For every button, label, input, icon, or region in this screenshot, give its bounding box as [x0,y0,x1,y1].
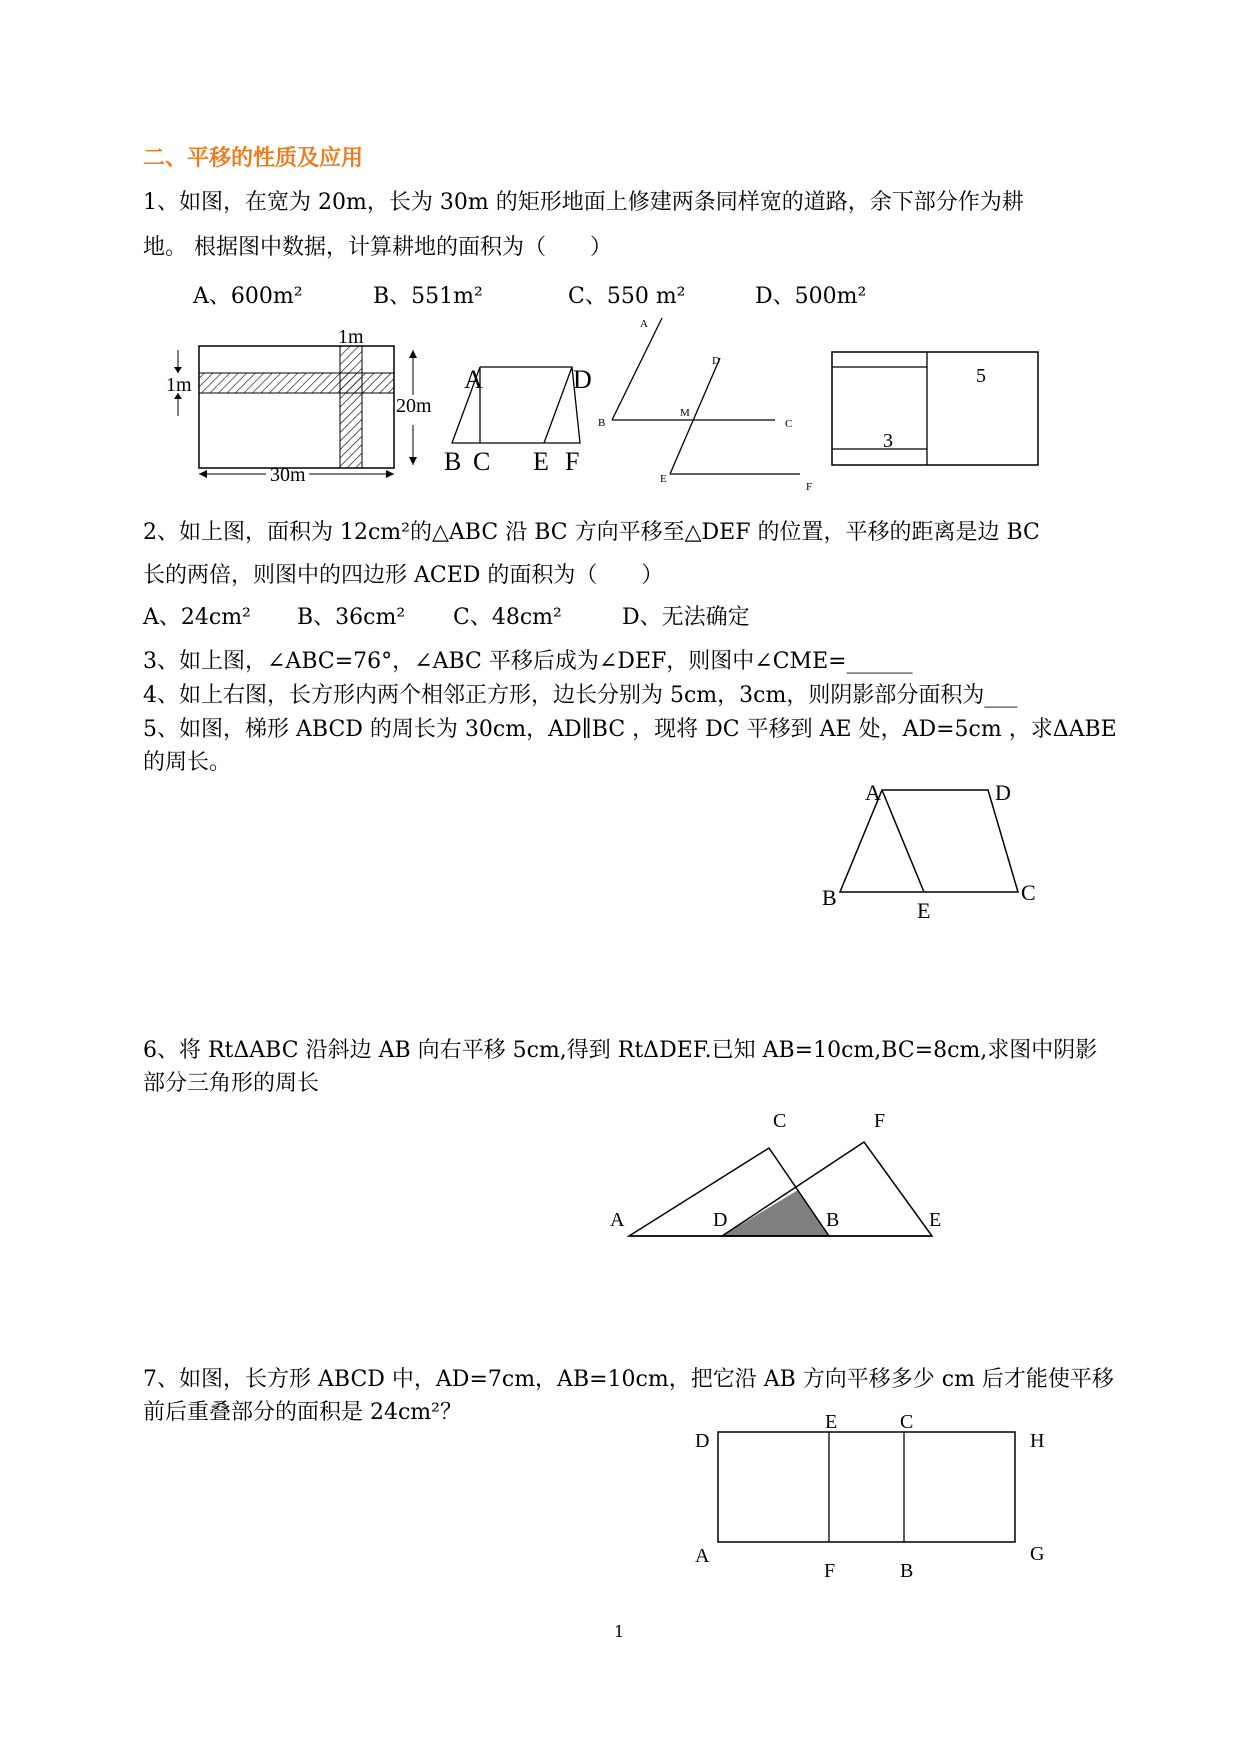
fig6-label-b: B [826,1209,840,1231]
fig5-label-a: A [865,780,881,805]
fig3-label-e: E [660,473,667,485]
q6-line2: 部分三角形的周长 [143,1071,320,1096]
fig3-label-a: A [640,318,648,330]
fig2-label-d: D [573,365,592,394]
fig4-label-5: 5 [976,365,986,387]
fig7-label-b: B [900,1560,914,1582]
fig4-label-3: 3 [883,430,893,452]
q1-option-b: B、551m² [373,284,483,309]
q5-line2: 的周长。 [143,750,232,775]
q1-option-d: D、500m² [755,284,867,309]
fig2-label-b: B [444,447,462,476]
fig1-label-top: 1m [338,326,364,348]
q7-line2: 前后重叠部分的面积是 24cm²？ [143,1400,462,1425]
fig7-label-g: G [1030,1543,1045,1565]
fig3-label-c: C [785,418,793,430]
q3-text: 3、如上图，∠ABC=76°，∠ABC 平移后成为∠DEF，则图中∠CME=______ [143,649,913,674]
fig5-label-d: D [995,780,1011,805]
q2-line2: 长的两倍，则图中的四边形 ACED 的面积为（ ） [143,563,664,588]
fig2-label-a: A [464,365,483,394]
fig2-label-f: F [565,447,580,476]
q2-option-b: B、36cm² [297,605,406,630]
fig1-label-left: 1m [166,374,192,396]
fig7-label-e: E [825,1411,838,1433]
fig3-label-m: M [680,407,690,419]
q5-line1: 5、如图，梯形 ABCD 的周长为 30cm，AD∥BC ，现将 DC 平移到 AE 处，AD=5cm ，求ΔABE [143,717,1117,742]
fig7-label-a: A [695,1545,710,1567]
fig3-label-f: F [806,481,813,493]
fig6-label-f: F [874,1110,886,1132]
fig5-label-c: C [1021,880,1036,905]
fig2-label-c: C [473,447,491,476]
fig1-label-right: 20m [396,395,432,417]
q6-line1: 6、将 RtΔABC 沿斜边 AB 向右平移 5cm,得到 RtΔDEF.已知 AB=10cm,BC=8cm,求图中阴影 [143,1038,1098,1063]
fig6-label-e: E [929,1209,942,1231]
q2-option-a: A、24cm² [143,605,251,630]
q2-option-c: C、48cm² [453,605,562,630]
fig7-label-h: H [1030,1430,1045,1452]
q2-line1: 2、如上图，面积为 12cm²的△ABC 沿 BC 方向平移至△DEF 的位置，平移的距离是边 BC [143,520,1040,545]
fig6-label-c: C [773,1110,787,1132]
q1-line1: 1、如图，在宽为 20m，长为 30m 的矩形地面上修建两条同样宽的道路，余下部分作为耕 [143,190,1024,215]
fig3-label-b: B [598,417,606,429]
q7-line1: 7、如图，长方形 ABCD 中，AD=7cm，AB=10cm，把它沿 AB 方向平移多少 cm 后才能使平移 [143,1367,1114,1392]
fig5-label-e: E [917,898,931,923]
fig3-label-d: D [712,355,720,367]
q2-option-d: D、无法确定 [622,605,750,630]
fig7-label-f: F [824,1560,836,1582]
section-title: 二、平移的性质及应用 [143,145,364,171]
fig1-label-bottom: 30m [270,464,306,486]
fig6-label-a: A [610,1209,625,1231]
q1-line2: 地。 根据图中数据，计算耕地的面积为（ ） [143,235,612,260]
fig7-label-d: D [695,1430,710,1452]
page-number: 1 [614,1622,625,1641]
q4-text: 4、如上右图，长方形内两个相邻正方形，边长分别为 5cm，3cm，则阴影部分面积为___ [143,683,1018,708]
q1-option-a: A、600m² [193,284,303,309]
fig6-label-d: D [713,1209,728,1231]
fig5-label-b: B [822,885,837,910]
fig7-label-c: C [900,1411,914,1433]
fig2-label-e: E [533,447,549,476]
q1-option-c: C、550 m² [568,284,686,309]
